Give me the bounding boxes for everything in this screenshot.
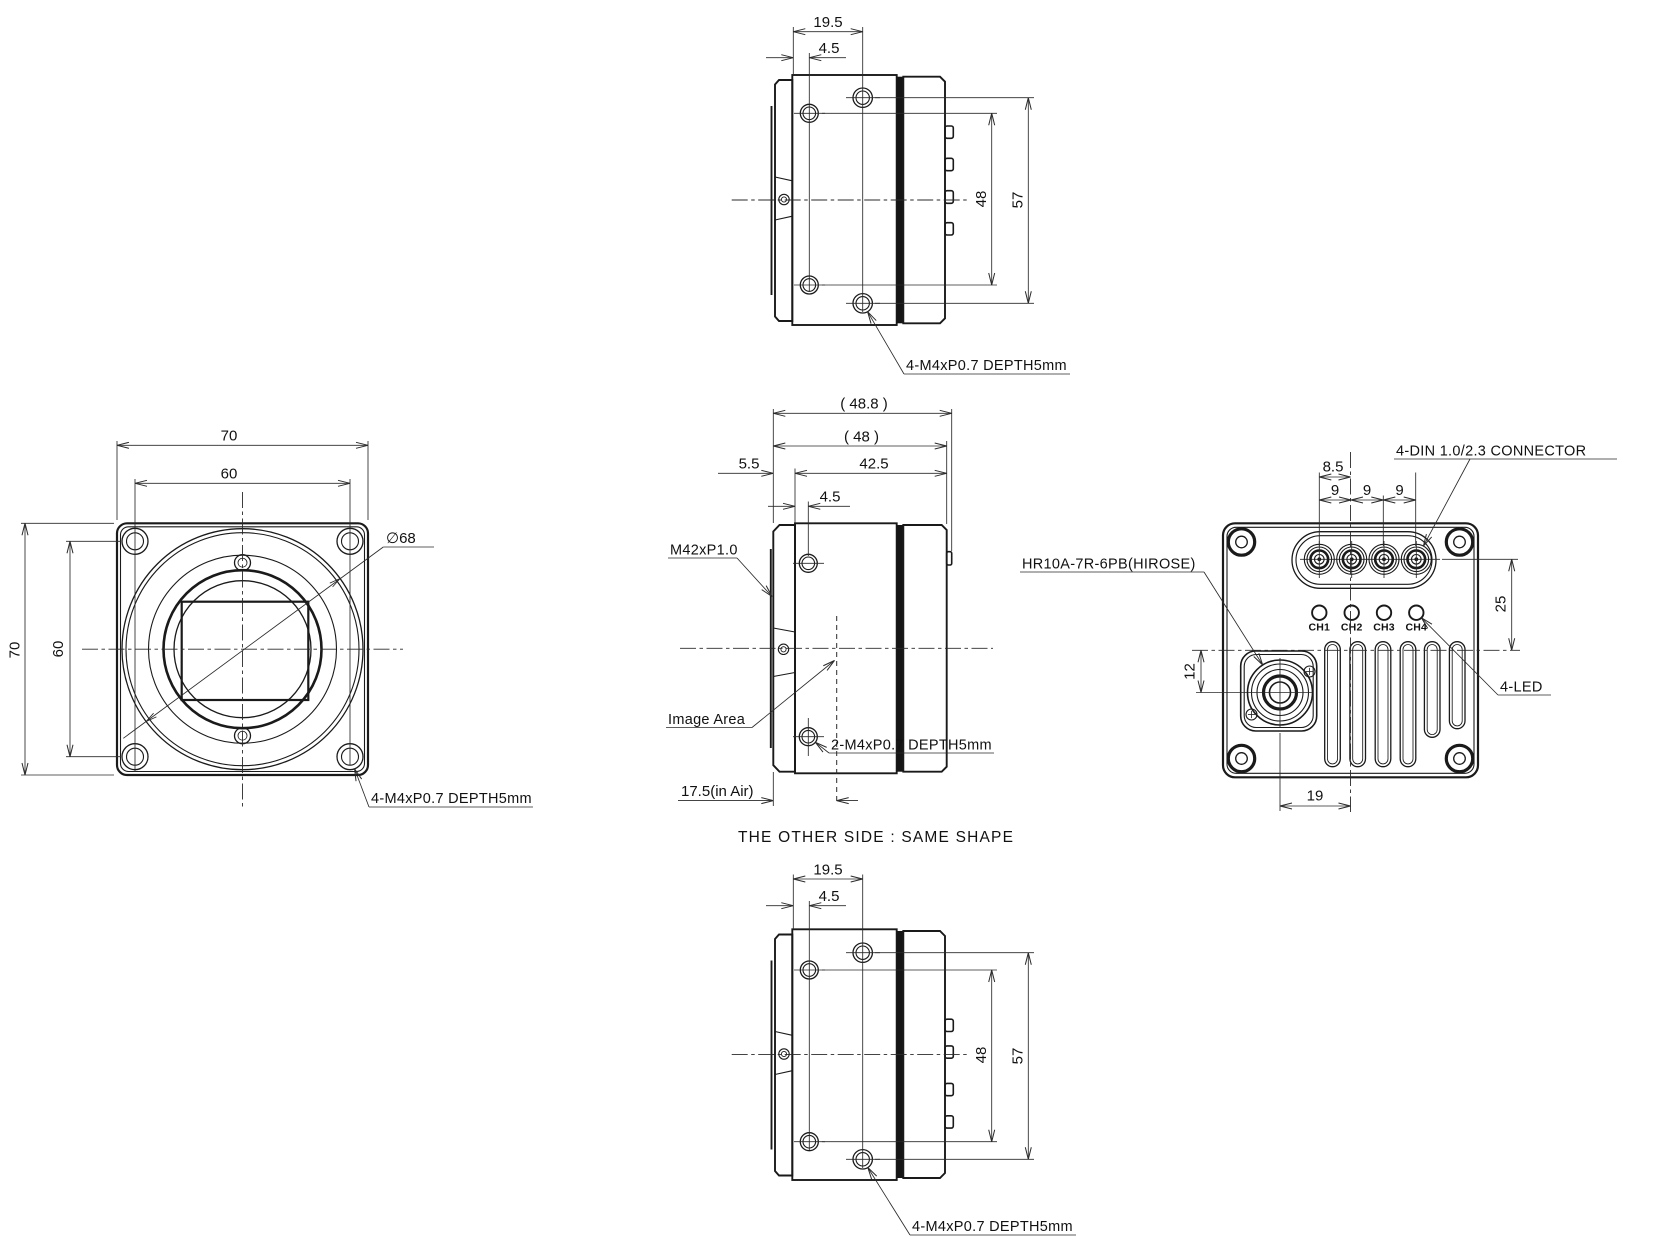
dim-19-5-bottom: 19.5: [813, 861, 843, 879]
dim-42-5: 42.5: [859, 455, 889, 473]
label-mount-thread: M42xP1.0: [670, 542, 738, 559]
top-view: [732, 14, 1070, 374]
din-connector-group: [1292, 532, 1440, 589]
label-led: 4-LED: [1500, 679, 1543, 696]
hirose-connector: [1241, 651, 1317, 731]
dim-48-side: ( 48 ): [843, 428, 880, 446]
dim-57-bottom: 57: [1009, 1047, 1027, 1065]
dim-4-5-side: 4.5: [819, 488, 841, 506]
dim-4-5: 4.5: [818, 40, 840, 57]
top-view-screw-holes: [794, 88, 880, 313]
rear-view: [1020, 444, 1617, 813]
label-ch3: CH3: [1373, 621, 1395, 634]
label-screws-top: 4-M4xP0.7 DEPTH5mm: [906, 358, 1067, 374]
note-other-side: THE OTHER SIDE : SAME SHAPE: [738, 829, 1015, 846]
front-view-screw-callout: [355, 769, 533, 807]
dim-front-70-top: 70: [220, 427, 238, 445]
side-view-screw-holes: [793, 554, 824, 756]
dim-5-5: 5.5: [738, 455, 760, 473]
label-ch4: CH4: [1405, 621, 1428, 634]
label-screws-front: 4-M4xP0.7 DEPTH5mm: [371, 791, 532, 807]
dim-9-2: 9: [1362, 481, 1372, 499]
dim-19-5: 19.5: [813, 14, 843, 31]
label-hirose: HR10A-7R-6PB(HIROSE): [1022, 556, 1196, 573]
bottom-view-screw-holes: [794, 943, 880, 1169]
led-ch4: [1409, 606, 1423, 620]
label-image-area: Image Area: [668, 712, 746, 728]
dim-front-60-top: 60: [220, 465, 238, 483]
label-screws-side: 2-M4xP0.7 DEPTH5mm: [831, 737, 992, 754]
led-group: [1308, 606, 1427, 634]
vent-slots: [1325, 642, 1465, 767]
label-ch2: CH2: [1340, 621, 1363, 634]
dim-48-bottom: 48: [973, 1046, 990, 1064]
dim-4-5-bottom: 4.5: [818, 888, 840, 905]
dim-48-8: ( 48.8 ): [840, 395, 888, 413]
dim-front-70-left: 70: [6, 641, 24, 659]
dim-9-1: 9: [1330, 481, 1340, 499]
dim-12: 12: [1181, 663, 1199, 680]
dim-8-5: 8.5: [1322, 458, 1344, 476]
rear-view-callouts: [1020, 444, 1617, 696]
dim-19: 19: [1306, 787, 1324, 805]
front-view: [7, 428, 534, 808]
label-screws-bottom: 4-M4xP0.7 DEPTH5mm: [912, 1219, 1073, 1235]
dim-9-3: 9: [1395, 481, 1404, 499]
led-ch1: [1312, 606, 1326, 620]
dim-front-60-left: 60: [50, 640, 67, 658]
dim-57: 57: [1009, 191, 1027, 209]
side-view: [666, 396, 1014, 846]
led-ch2: [1345, 606, 1359, 620]
led-ch3: [1377, 606, 1391, 620]
bottom-view: [732, 861, 1076, 1235]
label-ch1: CH1: [1308, 621, 1331, 634]
dim-17-5: 17.5(in Air): [681, 783, 754, 800]
dim-48: 48: [973, 190, 990, 208]
dim-dia-68: ∅68: [386, 530, 416, 547]
dim-25: 25: [1492, 595, 1510, 613]
label-din-connector: 4-DIN 1.0/2.3 CONNECTOR: [1396, 443, 1587, 460]
